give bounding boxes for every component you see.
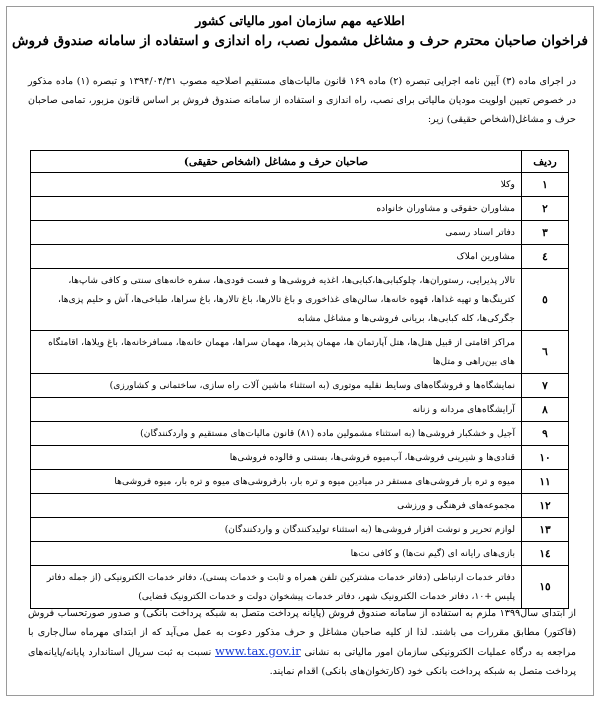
table-row — [31, 374, 569, 398]
row-number: ۱٥ — [522, 566, 569, 609]
row-number: ۱۳ — [522, 518, 569, 542]
row-number: ۲ — [522, 197, 569, 221]
table-row — [31, 470, 569, 494]
table-row — [31, 331, 569, 374]
row-number: ۳ — [522, 221, 569, 245]
table-row — [31, 245, 569, 269]
row-number: ۱۰ — [522, 446, 569, 470]
table-row — [31, 398, 569, 422]
row-occupation: مجموعه‌های فرهنگی و ورزشی — [31, 494, 522, 518]
table-row — [31, 446, 569, 470]
notice-title: فراخوان صاحبان محترم حرف و مشاغل مشمول نصب، راه اندازی و استفاده از سامانه صندوق فروش — [12, 33, 588, 49]
footer-paragraph — [28, 604, 576, 681]
row-occupation: وکلا — [31, 173, 522, 197]
table-body — [31, 173, 569, 609]
row-number: ۱۲ — [522, 494, 569, 518]
table-row — [31, 542, 569, 566]
row-occupation: تالار پذیرایی، رستوران‌ها، چلوکبابی‌ها،کبابی‌ها، اغذیه فروشی‌ها و فست فودی‌ها، سفره خانه‌های سنتی و کافی شاپ‌ها، کترینگ‌ها و تهیه غذاها، قهوه خانه‌ها، سالن‌های غذاخوری و باغ تالارها، باغ تالارها، باغ سراها، طباخی‌ها، آش و حلیم پزی‌ها، جگرکی‌ها، کله کبابی‌ها، بریانی فروشی‌ها و مشاغل مشابه — [31, 269, 522, 331]
header-row-number: ردیف — [522, 151, 569, 173]
row-occupation: بازی‌های رایانه ای (گیم نت‌ها) و کافی نت‌ها — [31, 542, 522, 566]
row-occupation: مراکز اقامتی از قبیل هتل‌ها، هتل آپارتمان ها، مهمان پذیرها، مهمان سراها، مهمان خانه‌ها، مسافرخانه‌ها، باغ ویلاها، اقامتگاه های بین‌راهی و متل‌ها — [31, 331, 522, 374]
row-number: ٦ — [522, 331, 569, 374]
table-row — [31, 494, 569, 518]
row-occupation: نمایشگاه‌ها و فروشگاه‌های وسایط نقلیه موتوری (به استثناء ماشین آلات راه سازی، ساختمانی و کشاورزی) — [31, 374, 522, 398]
table-row — [31, 173, 569, 197]
row-number: ۷ — [522, 374, 569, 398]
row-occupation: دفاتر خدمات ارتباطی (دفاتر خدمات مشترکین تلفن همراه و ثابت و خدمات پستی)، دفاتر خدمات الکترونیکی (از جمله دفاتر پلیس +۱۰، دفاتر خدمات الکترونیک شهر، دفاتر خدمات پیشخوان دولت و خدمات الکترونیک قضایی) — [31, 566, 522, 609]
table-row — [31, 269, 569, 331]
row-number: ۱ — [522, 173, 569, 197]
row-occupation: آجیل و خشکبار فروشی‌ها (به استثناء مشمولین ماده (۸۱) قانون مالیات‌های مستقیم و واردکنندگان) — [31, 422, 522, 446]
table-row — [31, 518, 569, 542]
footer-text-start: از ابتدای سال۱۳۹۹ ملزم به استفاده از سامانه صندوق فروش (پایانه پرداخت متصل به شبکه پرداخت بانکی) و صدور صورتحساب فروش (فاکتور) مطابق مقررات می باشند. لذا از کلیه صاحبان مشاغل و حرف مذکور دعوت به عمل می‌آید که از ابتدای مهرماه سال‌جاری با مراجعه به درگاه عملیات الکترونیکی سازمان امور مالیاتی به نشانی — [28, 608, 576, 658]
table-row — [31, 422, 569, 446]
footer-text-end: نسبت به ثبت سریال استاندارد پایانه/پایانه‌های پرداخت متصل به شبکه پرداخت بانکی خود (کارتخوان‌های بانکی) اقدام نمایند. — [28, 647, 576, 677]
row-number: ٥ — [522, 269, 569, 331]
row-occupation: قنادی‌ها و شیرینی فروشی‌ها، آب‌میوه فروشی‌ها، بستنی و فالوده فروشی‌ها — [31, 446, 522, 470]
row-number: ۱۱ — [522, 470, 569, 494]
row-number: ۸ — [522, 398, 569, 422]
tax-website-link[interactable]: www.tax.gov.ir — [215, 644, 301, 658]
row-occupation: دفاتر اسناد رسمی — [31, 221, 522, 245]
occupations-table — [30, 150, 569, 609]
row-number: ٤ — [522, 245, 569, 269]
table-row — [31, 197, 569, 221]
row-occupation: آرایشگاه‌های مردانه و زنانه — [31, 398, 522, 422]
header-occupations: صاحبان حرف و مشاغل (اشخاص حقیقی) — [31, 151, 522, 173]
row-occupation: مشاورین املاک — [31, 245, 522, 269]
row-occupation: میوه و تره بار فروشی‌های مستقر در میادین میوه و تره بار، بارفروشی‌های میوه و تره بار، میوه فروشی‌ها — [31, 470, 522, 494]
row-number: ۱٤ — [522, 542, 569, 566]
row-number: ۹ — [522, 422, 569, 446]
table-row — [31, 221, 569, 245]
notice-heading: اطلاعیه مهم سازمان امور مالیاتی کشور — [195, 13, 405, 28]
table-header-row — [31, 151, 569, 173]
row-occupation: لوازم تحریر و نوشت افزار فروشی‌ها (به استثناء تولیدکنندگان و واردکنندگان) — [31, 518, 522, 542]
intro-paragraph: در اجرای ماده (۳) آیین نامه اجرایی تبصره (۲) ماده ۱۶۹ قانون مالیات‌های مستقیم اصلاحیه مصوب ۱۳۹۴/۰۴/۳۱ و تبصره (۱) ماده مذکور در خصوص تعیین اولویت مودیان مالیاتی برای نصب، راه اندازی و استفاده از سامانه صندوق فروش بر اساس قانون مزبور، تمامی صاحبان حرف و مشاغل(اشخاص حقیقی) زیر: — [28, 76, 576, 125]
table-row — [31, 566, 569, 609]
row-occupation: مشاوران حقوقی و مشاوران خانواده — [31, 197, 522, 221]
